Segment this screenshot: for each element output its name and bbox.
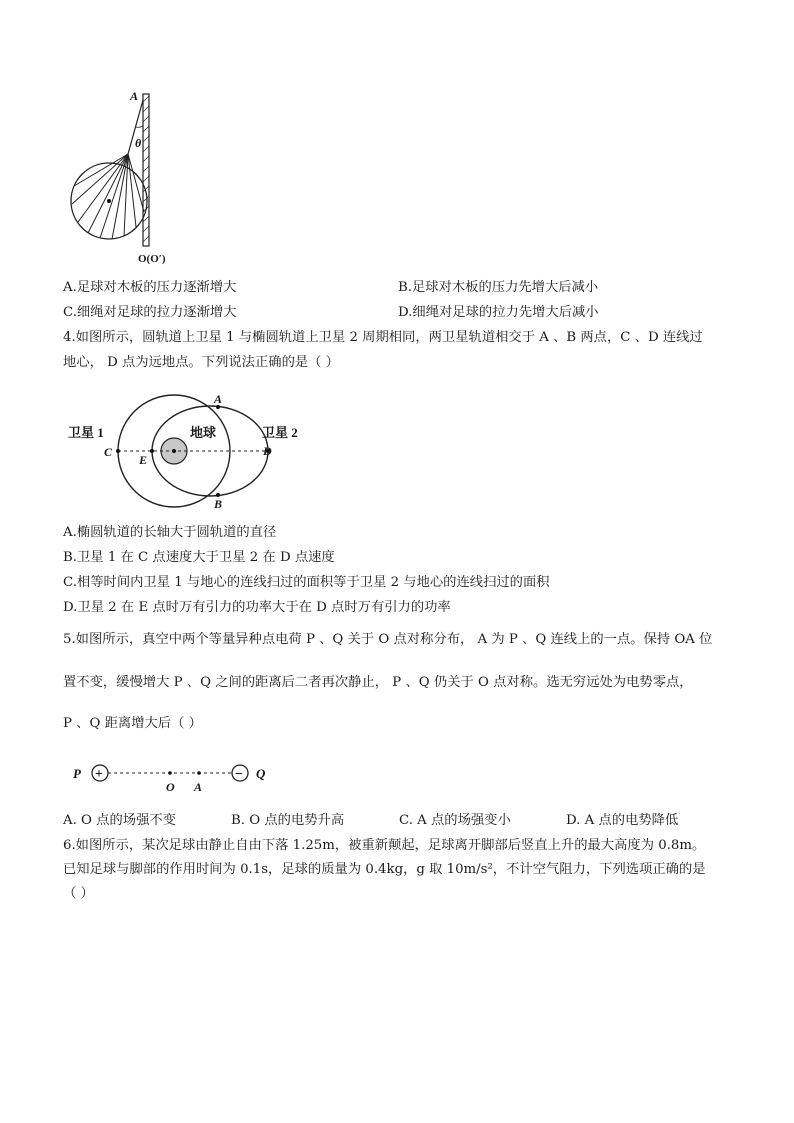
q5-stem-line1: 5.如图所示，真空中两个等量异种点电荷 P 、Q 关于 O 点对称分布， A 为 P 、Q 连线上的一点。保持 OA 位: [63, 632, 713, 647]
label-o: O(O′): [138, 253, 166, 265]
label-theta: θ: [135, 136, 142, 150]
q3-option-c[interactable]: C.细绳对足球的拉力逐渐增大: [63, 305, 237, 320]
label-sat2: 卫星 2: [262, 425, 298, 440]
q4-stem-line1: 4.如图所示，圆轨道上卫星 1 与椭圆轨道上卫星 2 周期相同，两卫星轨道相交于 A 、B 两点，C 、D 连线过: [63, 330, 703, 345]
q3-option-b[interactable]: B.足球对木板的压力先增大后减小: [398, 280, 599, 295]
q4-option-b[interactable]: B.卫星 1 在 C 点速度大于卫星 2 在 D 点速度: [63, 550, 335, 565]
q5-option-d[interactable]: D. A 点的电势降低: [566, 813, 679, 828]
q3-option-a[interactable]: A.足球对木板的压力逐渐增大: [63, 280, 237, 295]
label-d: D: [263, 444, 272, 458]
label-e: E: [139, 453, 148, 467]
q6-stem-line3: （ ）: [63, 886, 94, 901]
q5-stem-line3: P 、Q 距离增大后（ ）: [63, 716, 202, 731]
figure-charges: [68, 758, 278, 794]
plus-sign: +: [95, 767, 103, 782]
q6-stem-line1: 6.如图所示，某次足球由静止自由下落 1.25m，被重新颠起，足球离开脚部后竖直上升的最大高度为 0.8m。: [63, 838, 706, 853]
q5-option-a[interactable]: A. O 点的场强不变: [63, 813, 176, 828]
q5-option-b[interactable]: B. O 点的电势升高: [231, 813, 345, 828]
q4-stem-line2: 地心， D 点为远地点。下列说法正确的是（ ）: [63, 355, 339, 370]
label-q: Q: [256, 766, 266, 781]
q6-stem-line2: 已知足球与脚部的作用时间为 0.1s，足球的质量为 0.4kg，g 取 10m/s²，不计空气阻力，下列选项正确的是: [63, 862, 706, 877]
label-a: A: [130, 89, 139, 103]
label-p: P: [73, 766, 81, 781]
label-sat1: 卫星 1: [68, 425, 104, 440]
ball-board-diagram: [60, 86, 170, 266]
figure-ball-board: [60, 86, 170, 266]
figure-orbits: [60, 385, 320, 510]
label-b: B: [214, 497, 223, 510]
label-a2: A: [214, 392, 223, 406]
label-earth: 地球: [190, 425, 217, 440]
minus-sign: −: [235, 767, 243, 782]
label-o2: O: [166, 780, 175, 794]
q5-stem-line2: 置不变，缓慢增大 P 、Q 之间的距离后二者再次静止， P 、Q 仍关于 O 点对称。选无穷远处为电势零点，: [63, 675, 693, 690]
q3-option-d[interactable]: D.细绳对足球的拉力先增大后减小: [398, 305, 599, 320]
label-c: C: [104, 445, 113, 459]
q4-option-a[interactable]: A.椭圆轨道的长轴大于圆轨道的直径: [63, 525, 277, 540]
label-a3: A: [194, 780, 203, 794]
q5-option-c[interactable]: C. A 点的场强变小: [399, 813, 511, 828]
q4-option-c[interactable]: C.相等时间内卫星 1 与地心的连线扫过的面积等于卫星 2 与地心的连线扫过的面积: [63, 575, 550, 590]
q4-option-d[interactable]: D.卫星 2 在 E 点时万有引力的功率大于在 D 点时万有引力的功率: [63, 600, 451, 615]
orbits-diagram: [60, 385, 320, 510]
charges-diagram: [68, 758, 278, 794]
